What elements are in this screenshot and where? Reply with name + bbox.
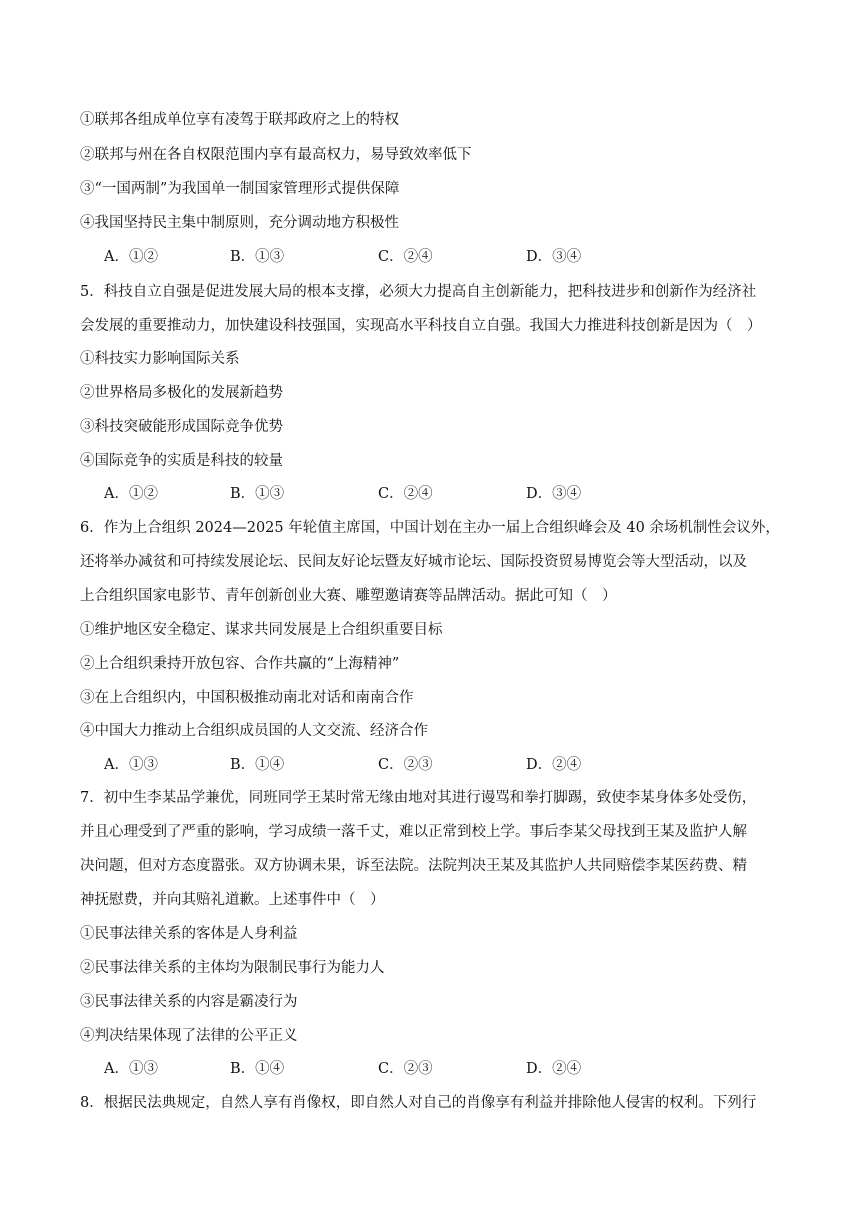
q7-stem-line-3: 决问题，但对方态度嚣张。双方协调未果，诉至法院。法院判决王某及其监护人共同赔偿李某医药费、精 <box>80 858 747 874</box>
choice-c: C．②④ <box>378 486 433 502</box>
q6-stem-line-2: 还将举办减贫和可持续发展论坛、民间友好论坛暨友好城市论坛、国际投资贸易博览会等大型活动，以及 <box>80 554 747 570</box>
q4-option-2: ②联邦与州在各自权限范围内享有最高权力，易导致效率低下 <box>80 147 472 163</box>
q6-option-2: ②上合组织秉持开放包容、合作共赢的“上海精神” <box>80 656 400 672</box>
choice-b: B．①③ <box>230 486 285 502</box>
choice-a: A．①③ <box>104 757 158 773</box>
choice-d: D．②④ <box>526 1061 582 1077</box>
q8-stem-line-1: 8．根据民法典规定，自然人享有肖像权，即自然人对自己的肖像享有利益并排除他人侵害的权利。下列行 <box>80 1095 757 1111</box>
q7-stem-line-2: 并且心理受到了严重的影响，学习成绩一落千丈，难以正常到校上学。事后李某父母找到王某及监护人解 <box>80 824 747 840</box>
q5-option-2: ②世界格局多极化的发展新趋势 <box>80 385 283 401</box>
choice-b: B．①④ <box>230 1061 285 1077</box>
choice-a: A．①③ <box>104 1061 158 1077</box>
q7-stem-line-1: 7．初中生李某品学兼优，同班同学王某时常无缘由地对其进行谩骂和拳打脚踢，致使李某身体多处受伤， <box>80 790 757 806</box>
q5-stem-line-2: 会发展的重要推动力，加快建设科技强国，实现高水平科技自立自强。我国大力推进科技创新是因为（ ） <box>80 318 762 334</box>
choice-c: C．②③ <box>378 757 433 773</box>
choice-a: A．①② <box>104 486 158 502</box>
choice-d: D．②④ <box>526 757 582 773</box>
q5-stem-line-1: 5．科技自立自强是促进发展大局的根本支撑，必须大力提高自主创新能力，把科技进步和创新作为经济社 <box>80 284 757 300</box>
q7-option-1: ①民事法律关系的客体是人身利益 <box>80 926 298 942</box>
q4-option-4: ④我国坚持民主集中制原则，充分调动地方积极性 <box>80 215 399 231</box>
q5-option-4: ④国际竞争的实质是科技的较量 <box>80 453 283 469</box>
choice-c: C．②④ <box>378 249 433 265</box>
q7-answer-choices <box>104 1059 804 1079</box>
q5-answer-choices <box>104 484 804 504</box>
q6-stem-line-1: 6．作为上合组织 2024—2025 年轮值主席国，中国计划在主办一届上合组织峰会及 40 余场机制性会议外， <box>80 520 780 536</box>
choice-d: D．③④ <box>526 486 582 502</box>
q7-option-4: ④判决结果体现了法律的公平正义 <box>80 1028 298 1044</box>
q4-answer-choices <box>104 247 804 267</box>
q7-option-2: ②民事法律关系的主体均为限制民事行为能力人 <box>80 960 385 976</box>
q6-stem-line-3: 上合组织国家电影节、青年创新创业大赛、雕塑邀请赛等品牌活动。据此可知（ ） <box>80 588 617 604</box>
choice-d: D．③④ <box>526 249 582 265</box>
choice-b: B．①③ <box>230 249 285 265</box>
q6-option-4: ④中国大力推动上合组织成员国的人文交流、经济合作 <box>80 723 428 739</box>
q4-option-3: ③“一国两制”为我国单一制国家管理形式提供保障 <box>80 181 400 197</box>
choice-a: A．①② <box>104 249 158 265</box>
choice-c: C．②③ <box>378 1061 433 1077</box>
q5-option-1: ①科技实力影响国际关系 <box>80 351 240 367</box>
q4-option-1: ①联邦各组成单位享有凌驾于联邦政府之上的特权 <box>80 112 399 128</box>
q6-answer-choices <box>104 755 804 775</box>
q6-option-3: ③在上合组织内，中国积极推动南北对话和南南合作 <box>80 690 414 706</box>
q5-option-3: ③科技突破能形成国际竞争优势 <box>80 419 283 435</box>
q7-option-3: ③民事法律关系的内容是霸凌行为 <box>80 994 298 1010</box>
q7-stem-line-4: 神抚慰费，并向其赔礼道歉。上述事件中（ ） <box>80 892 385 908</box>
choice-b: B．①④ <box>230 757 285 773</box>
q6-option-1: ①维护地区安全稳定、谋求共同发展是上合组织重要目标 <box>80 622 443 638</box>
